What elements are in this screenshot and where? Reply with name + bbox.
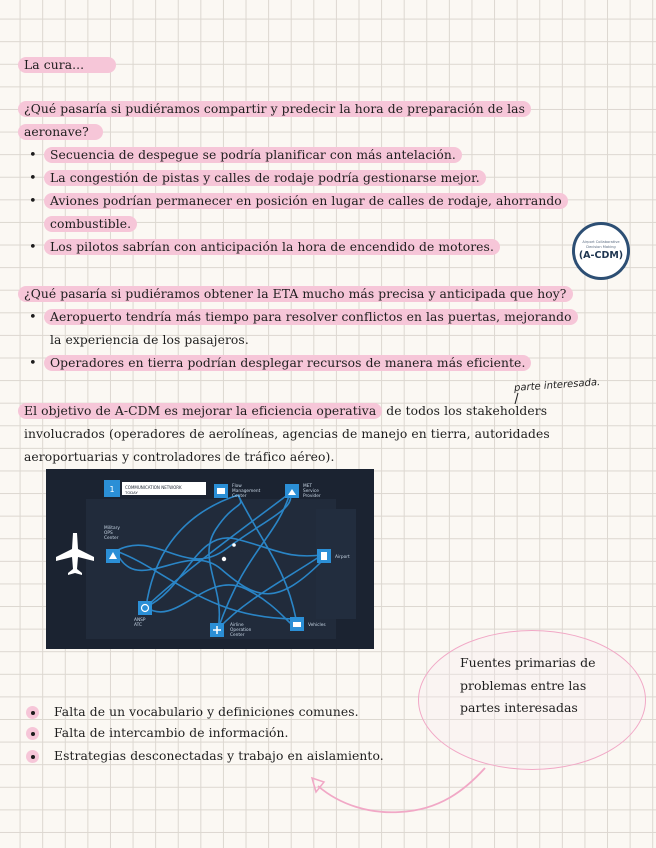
q1-bullet-2: La congestión de pistas y calles de rodaje podría gestionarse mejor. — [50, 167, 486, 190]
network-diagram — [46, 469, 374, 649]
q1-bullet-4: Los pilotos sabrían con anticipación la hora de encendido de motores. — [50, 236, 500, 259]
problem-3: Estrategias desconectadas y trabajo en aislamiento. — [54, 749, 384, 763]
label-airline-2: Operation — [230, 628, 252, 633]
label-flow-3: Center — [232, 494, 247, 499]
bullet-circle — [26, 727, 39, 740]
military-icon — [106, 549, 120, 563]
label-airline: Airline — [230, 623, 244, 628]
q2-bullet-1: Aeropuerto tendría más tiempo para resolver conflictos en las puertas, mejorando — [50, 306, 578, 329]
question-2-line1: ¿Qué pasaría si pudiéramos obtener la ETA mucho más precisa y anticipada que hoy? — [24, 283, 573, 306]
label-airline-3: Center — [230, 633, 245, 638]
bullet-dot: • — [29, 356, 37, 371]
curved-arrow — [300, 760, 500, 820]
label-military: Military — [104, 526, 120, 531]
oval-text — [460, 652, 595, 720]
met-icon — [285, 484, 299, 498]
label-met-2: Service — [303, 489, 319, 494]
intro-text: La cura... — [24, 54, 116, 77]
q1-bullet-3: Aviones podrían permanecer en posición en lugar de calles de rodaje, ahorrando — [50, 190, 568, 213]
bullet-dot: • — [29, 310, 37, 325]
bullet-dot: • — [29, 148, 37, 163]
q1-bullet-3-cont: combustible. — [50, 213, 137, 236]
label-military-3: Center — [104, 536, 119, 541]
bullet-dot: • — [29, 171, 37, 186]
airline-icon — [210, 623, 224, 637]
label-atc-2: ATC — [134, 623, 142, 628]
header-number: 1 — [109, 485, 115, 494]
label-met-3: Provider — [303, 494, 321, 499]
label-military-2: OPS — [104, 531, 113, 536]
label-atc: ANSP — [134, 618, 146, 623]
question-1-line2: aeronave? — [24, 121, 103, 144]
q2-bullet-2: Operadores en tierra podrían desplegar recursos de manera más eficiente. — [50, 352, 531, 375]
oval-line3: partes interesadas — [460, 700, 578, 715]
header-sub: TODAY — [125, 490, 138, 495]
label-airport: Airport — [335, 555, 350, 560]
problem-1: Falta de un vocabulario y definiciones comunes. — [54, 705, 359, 719]
objective-line2: involucrados (operadores de aerolíneas, agencias de manejo en tierra, autoridades — [24, 427, 550, 441]
vehicles-icon — [290, 617, 304, 631]
airport-icon — [317, 549, 331, 563]
handwritten-note: parte interesada. — [513, 377, 601, 394]
header-title: COMMUNICATION NETWORK — [125, 485, 182, 490]
bullet-dot: • — [29, 240, 37, 255]
oval-line2: problemas entre las — [460, 677, 587, 693]
label-flow-2: Management — [232, 489, 261, 494]
acdm-logo: Airport Collaborative Decision Making (A-CDM) — [572, 222, 630, 280]
label-flow: Flow — [232, 484, 242, 489]
label-met: MET — [303, 484, 313, 489]
q2-bullet-1-cont: la experiencia de los pasajeros. — [50, 333, 249, 347]
bullet-circle — [26, 706, 39, 719]
oval-line1: Fuentes primarias de — [460, 655, 596, 670]
communication-network-image — [46, 469, 374, 649]
bullet-dot: • — [29, 194, 37, 209]
label-vehicles: Vehicles — [308, 623, 326, 628]
objective-line3: aeroportuarias y controladores de tráfico aéreo). — [24, 450, 335, 464]
q1-bullet-1: Secuencia de despegue se podría planificar con más antelación. — [50, 144, 462, 167]
question-1-line1: ¿Qué pasaría si pudiéramos compartir y predecir la hora de preparación de las — [24, 98, 531, 121]
bullet-circle — [26, 750, 39, 763]
objective-line1: El objetivo de A-CDM es mejorar la eficiencia operativa de todos los stakeholders — [24, 400, 547, 423]
flow-icon — [214, 484, 228, 498]
atc-icon — [138, 601, 152, 615]
problem-2: Falta de intercambio de información. — [54, 726, 289, 740]
